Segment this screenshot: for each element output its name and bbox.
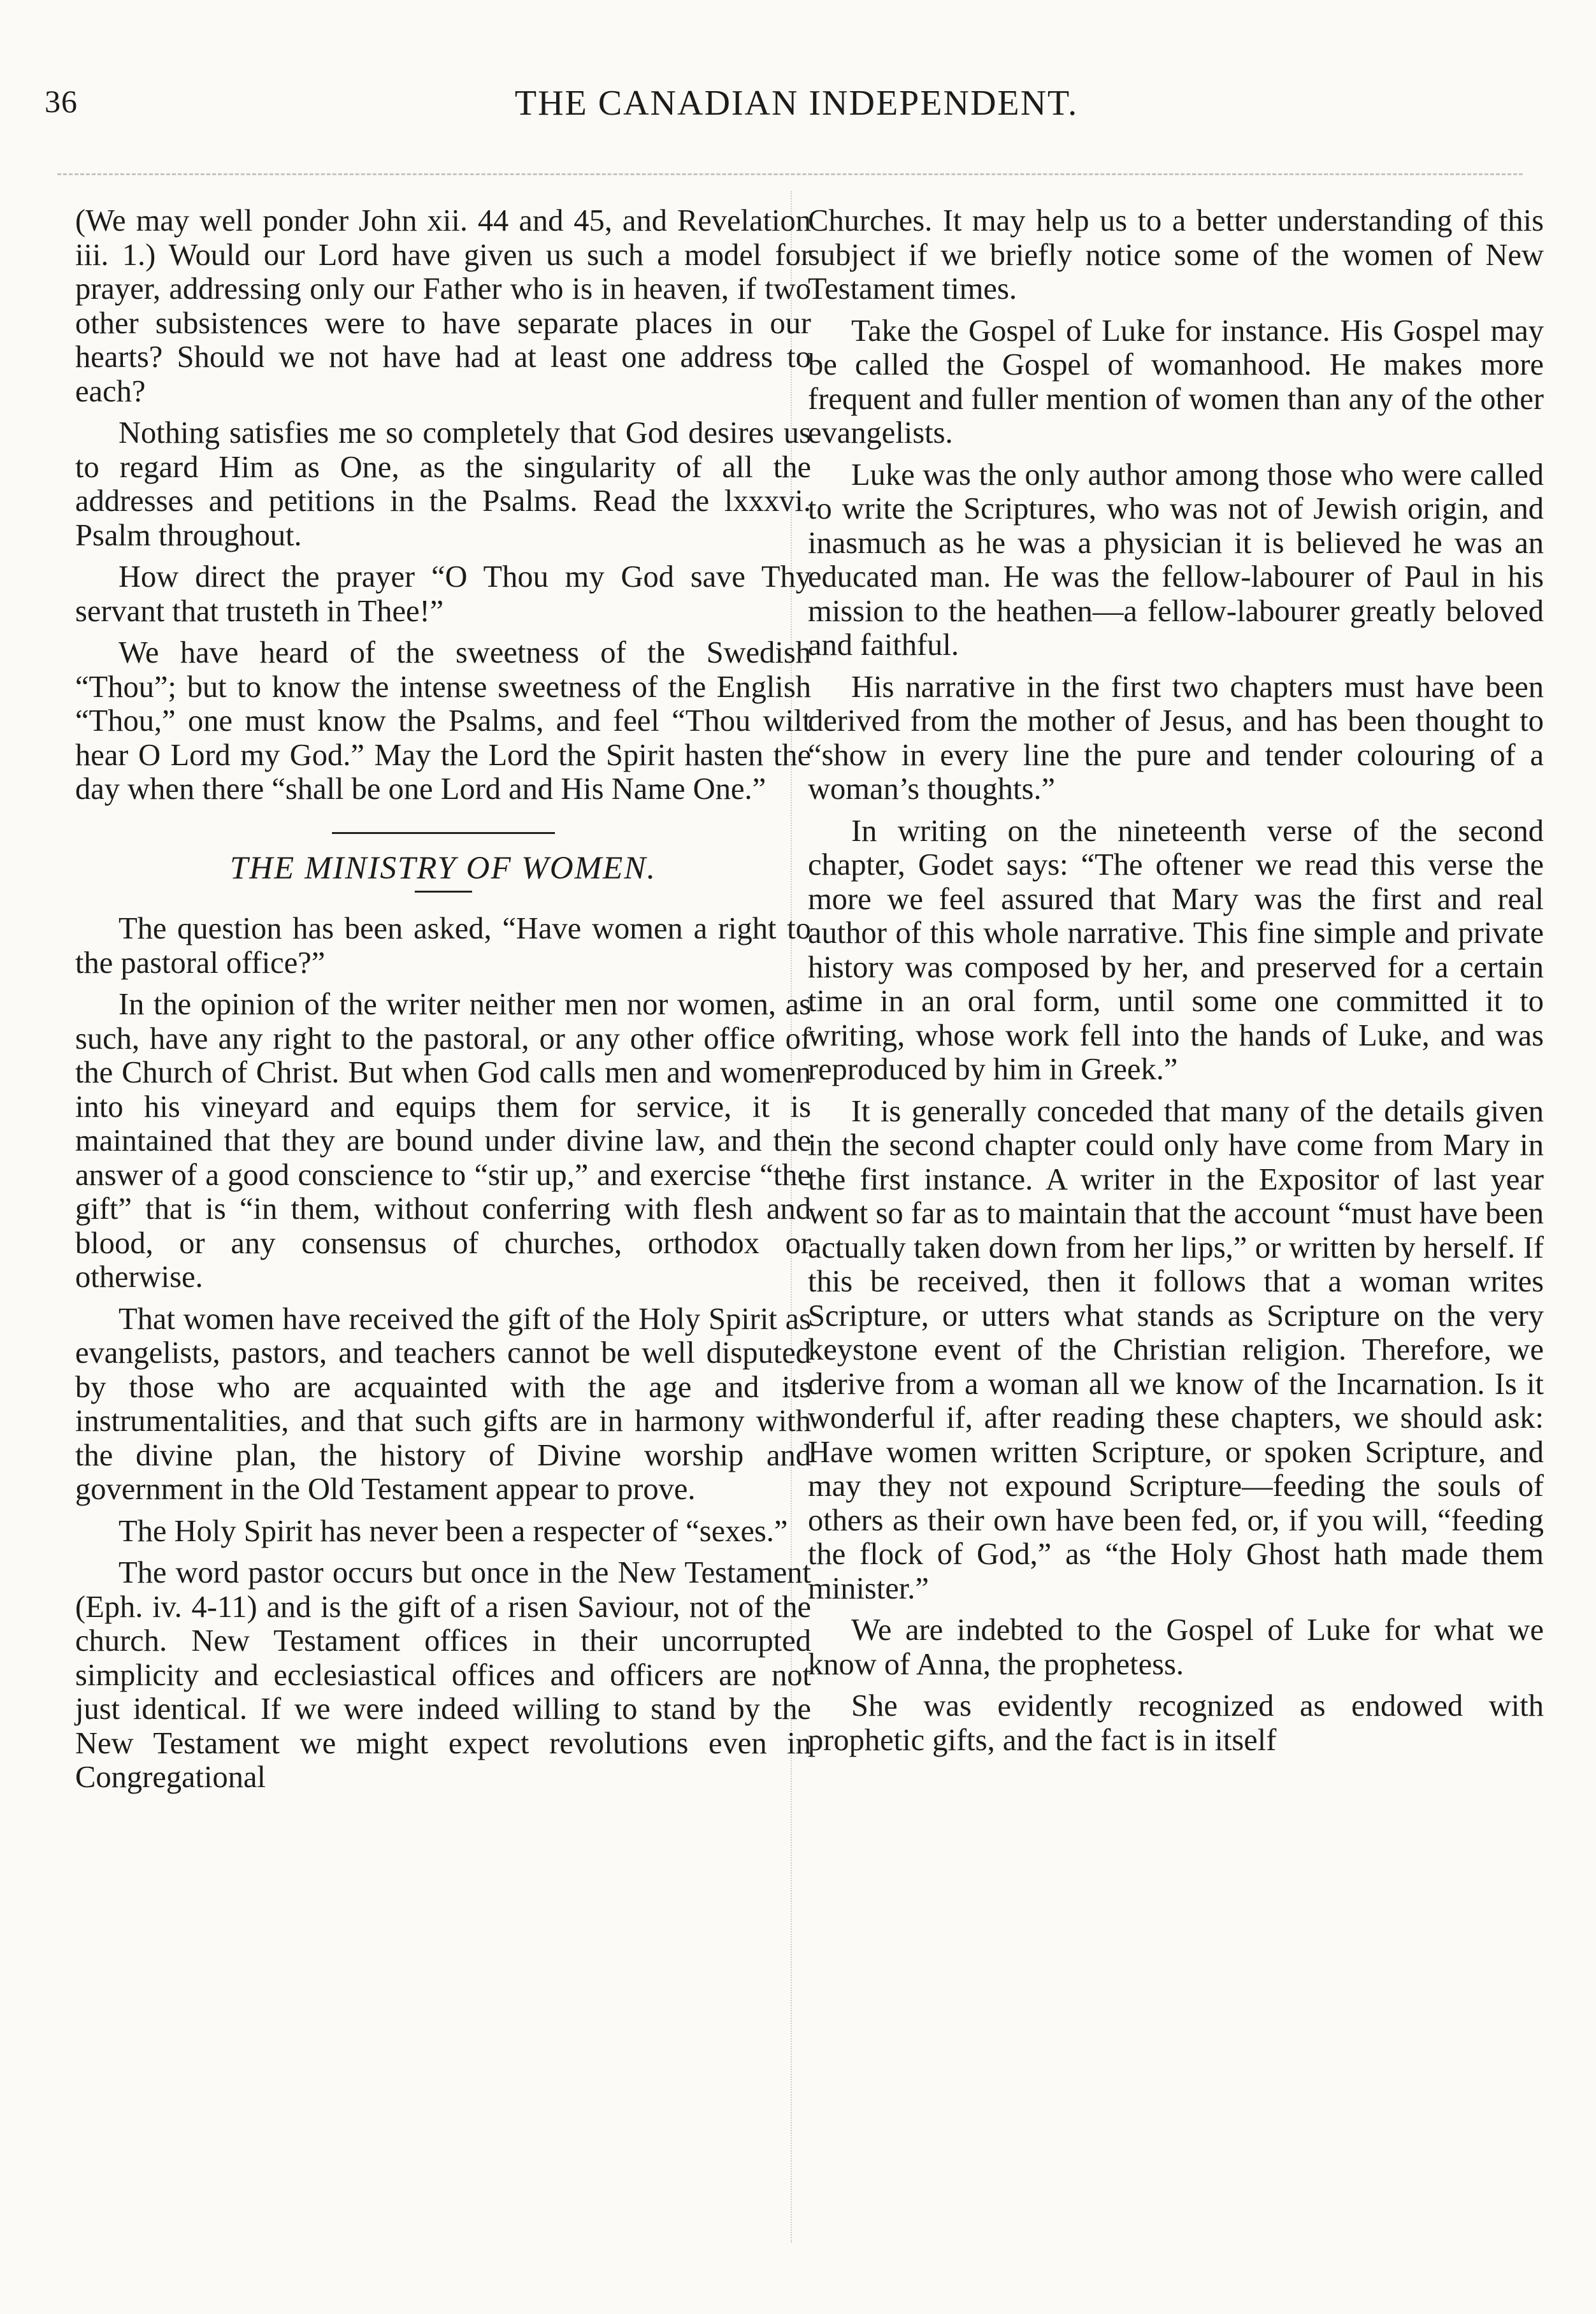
left-paragraph-5: The question has been asked, “Have women a right to the pastoral office?” xyxy=(75,912,811,980)
right-paragraph-1: Churches. It may help us to a better understanding of this subject if we briefly notice some of the women of New Testament times. xyxy=(808,204,1544,306)
left-paragraph-7: That women have received the gift of the Holy Spirit as evangelists, pastors, and teachers cannot be well disputed by those who are acquainted with the age and its instrumentalities, and that such gifts are in harmony with the divine plan, the history of Divine worship and government in the Old Testament appear to prove. xyxy=(75,1302,811,1506)
right-paragraph-6: It is generally conceded that many of the details given in the second chapter could only have come from Mary in the first instance. A writer in the Expositor of last year went so far as to maintain that the account “must have been actually taken down from her lips,” or written by herself. If this be received, then it follows that a woman writes Scripture, or utters what stands as Scripture on the very keystone event of the Christian religion. Therefore, we derive from a woman all we know of the Incarnation. Is it wonderful if, after reading these chapters, we should ask: Have women written Scripture, or spoken Scripture, and may they not expound Scripture—feeding the souls of others as their own have been fed, or, if you will, “feeding the flock of God,” as “the Holy Ghost hath made them minister.” xyxy=(808,1094,1544,1606)
right-column xyxy=(808,204,1544,1765)
right-paragraph-7: We are indebted to the Gospel of Luke for what we know of Anna, the prophetess. xyxy=(808,1613,1544,1681)
left-paragraph-9: The word pastor occurs but once in the New Testament (Eph. iv. 4-11) and is the gift of a risen Saviour, not of the church. New Testament offices in their uncorrupted simplicity and ecclesiastical offices and officers are not just identical. If we were indeed willing to stand by the New Testament we might expect revolutions even in Congregational xyxy=(75,1556,811,1794)
right-paragraph-5: In writing on the nineteenth verse of the second chapter, Godet says: “The oftener we read this verse the more we feel assured that Mary was the first and real author of this whole narrative. This fine simple and private history was composed by her, and preserved for a certain time in an oral form, until some one committed it to writing, whose work fell into the hands of Luke, and was reproduced by him in Greek.” xyxy=(808,814,1544,1086)
left-paragraph-3: How direct the prayer “O Thou my God save Thy servant that trusteth in Thee!” xyxy=(75,560,811,628)
left-paragraph-8: The Holy Spirit has never been a respecter of “sexes.” xyxy=(119,1514,788,1548)
left-paragraph-4: We have heard of the sweetness of the Swedish “Thou”; but to know the intense sweetness of the English “Thou,” one must know the Psalms, and feel “Thou wilt hear O Lord my God.” May the Lord the Spirit hasten the day when there “shall be one Lord and His Name One.” xyxy=(75,636,811,806)
right-paragraph-3: Luke was the only author among those who were called to write the Scriptures, who was not of Jewish origin, and inasmuch as he was a physician it is believed he was an educated man. He was the fellow-labourer of Paul in his mission to the heathen—a fellow-labourer greatly beloved and faithful. xyxy=(808,457,1544,662)
section-rule xyxy=(332,832,555,834)
running-title: THE CANADIAN INDEPENDENT. xyxy=(514,83,1079,123)
right-paragraph-8: She was evidently recognized as endowed with prophetic gifts, and the fact is in itself xyxy=(808,1689,1544,1757)
page-header xyxy=(45,83,1548,140)
right-paragraph-4: His narrative in the first two chapters must have been derived from the mother of Jesus, and has been thought to “show in every line the pure and tender colouring of a woman’s thoughts.” xyxy=(808,670,1544,806)
header-rule xyxy=(57,173,1523,175)
title-dash xyxy=(415,891,472,893)
left-paragraph-1: (We may well ponder John xii. 44 and 45, and Revelation iii. 1.) Would our Lord have given us such a model for prayer, addressing only our Father who is in heaven, if two other subsistences were to have separate places in our hearts? Should we not have had at least one address to each? xyxy=(75,204,811,408)
right-paragraph-2: Take the Gospel of Luke for instance. His Gospel may be called the Gospel of womanhood. He makes more frequent and fuller mention of women than any of the other evangelists. xyxy=(808,313,1544,450)
left-column xyxy=(75,204,811,1802)
page-number: 36 xyxy=(45,83,78,119)
left-paragraph-2: Nothing satisfies me so completely that God desires us to regard Him as One, as the singularity of all the addresses and petitions in the Psalms. Read the lxxxvi. Psalm throughout. xyxy=(75,416,811,552)
left-paragraph-6: In the opinion of the writer neither men nor women, as such, have any right to the pastoral, or any other office of the Church of Christ. But when God calls men and women into his vineyard and equips them for service, it is maintained that they are bound under divine law, and the answer of a good conscience to “stir up,” and exercise “the gift” that is “in them, without conferring with flesh and blood, or any consensus of churches, orthodox or otherwise. xyxy=(75,988,811,1294)
section-title: THE MINISTRY OF WOMEN. xyxy=(229,850,657,886)
